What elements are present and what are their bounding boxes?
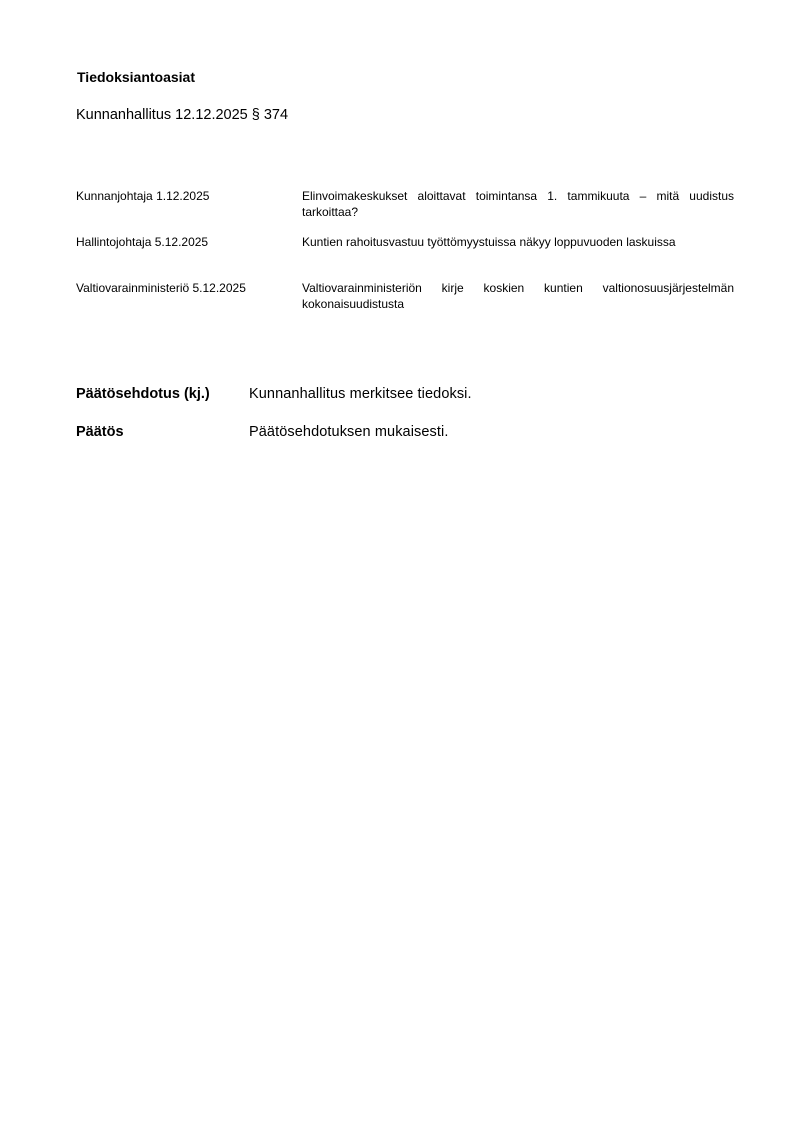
- decision-proposal-label: Päätösehdotus (kj.): [76, 386, 210, 402]
- decision-text: Päätösehdotuksen mukaisesti.: [249, 424, 449, 440]
- decision-proposal-text: Kunnanhallitus merkitsee tiedoksi.: [249, 386, 472, 402]
- notification-subject: Kuntien rahoitusvastuu työttömyystuissa näkyy loppuvuoden laskuissa: [302, 235, 676, 249]
- decision-label: Päätös: [76, 424, 124, 440]
- document-title: Tiedoksiantoasiat: [77, 69, 196, 85]
- notification-subject: Valtiovarainministeriön kirje koskien kuntien valtionosuusjärjestelmän kokonaisuudistusta: [302, 281, 734, 311]
- notification-subject: Elinvoimakeskukset aloittavat toimintansa 1. tammikuuta – mitä uudistus tarkoittaa?: [302, 189, 734, 219]
- notification-sender: Valtiovarainministeriö 5.12.2025: [76, 281, 246, 295]
- meeting-reference: Kunnanhallitus 12.12.2025 § 374: [76, 107, 289, 123]
- notification-sender: Kunnanjohtaja 1.12.2025: [76, 189, 210, 203]
- notification-sender: Hallintojohtaja 5.12.2025: [76, 235, 209, 249]
